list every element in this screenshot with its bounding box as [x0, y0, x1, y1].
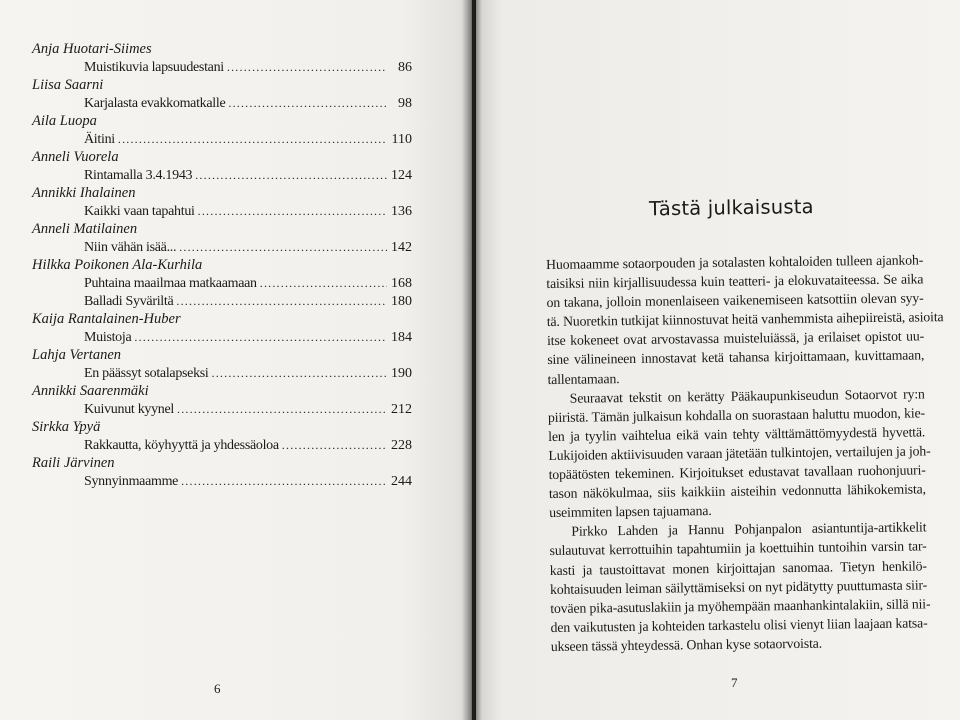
body-paragraph	[549, 518, 931, 656]
toc-entry-title: Rintamalla 3.4.1943	[84, 168, 193, 183]
toc-leader-dots	[134, 328, 387, 347]
text-line: kasti ja taustoittavat monen kirjoittajan sanomaa. Tietyn henkilö-	[549, 557, 927, 578]
toc-entry	[32, 436, 412, 454]
toc-leader-dots	[198, 202, 387, 221]
body-paragraph	[547, 384, 931, 522]
toc-author: Anneli Vuorela	[32, 149, 119, 165]
toc-leader-dots	[260, 274, 387, 293]
toc-author: Kaija Rantalainen-Huber	[32, 311, 181, 327]
toc-author: Aila Luopa	[32, 113, 97, 129]
text-line: itse kokeneet ovat arvostavassa muisteluiässä, ja erilaiset opistot uu-	[546, 328, 925, 349]
toc-entry-page: 168	[391, 276, 412, 291]
toc-leader-dots	[179, 238, 387, 257]
page-number-right: 7	[731, 675, 738, 690]
text-line: tason näkökulmaa, siis kaikkiin aisteihin vedonnutta lähikokemista,	[548, 481, 926, 502]
toc-entry-page: 212	[391, 402, 412, 417]
text-line: taisiksi niin kirjallisuudessa kuin teatteri- ja elokuvataiteessa. Se aika	[546, 271, 924, 292]
toc-entry	[32, 292, 412, 310]
toc-author: Anja Huotari-Siimes	[32, 41, 152, 57]
toc-entry	[32, 364, 412, 382]
toc-entry	[32, 58, 412, 76]
toc-entry-title: Muistoja	[84, 330, 132, 345]
text-line: piiristä. Tämän julkaisun kohdalla on suorastaan haluttu muodon, kie-	[547, 405, 926, 425]
text-line: kohtaisuuden leiman säilyttämiseksi on nyt pidätytty puuttumasta siir-	[549, 576, 928, 597]
toc-entry-page: 244	[391, 474, 412, 489]
toc-entry-page: 98	[398, 96, 412, 111]
toc-entry-title: En päässyt sotalapseksi	[84, 366, 209, 381]
toc-entry-page: 142	[391, 240, 412, 255]
toc-entry	[32, 328, 412, 346]
page-heading: Tästä julkaisusta	[648, 195, 814, 221]
toc-entry-page: 180	[391, 294, 412, 309]
toc-entry	[32, 202, 412, 220]
toc-author: Annikki Saarenmäki	[32, 383, 149, 399]
toc-author: Annikki Ihalainen	[32, 185, 136, 201]
toc-author: Liisa Saarni	[32, 77, 104, 93]
text-line: sulautuvat kerrottuihin tapahtumiin ja koettuihin tuntoihin varsin tar-	[549, 538, 927, 559]
toc-entry-title: Kuivunut kyynel	[84, 402, 174, 417]
toc-leader-dots	[282, 436, 387, 455]
text-line: Lukijoiden aktiivisuuden varaan jätetään tulkintojen, vertailujen ja joh-	[548, 443, 931, 463]
text-line: sine välineineen innostavat ketä tahansa kirjoittamaan, kuvittamaan,	[547, 347, 925, 368]
toc-entry-page: 184	[391, 330, 412, 345]
toc-leader-dots	[212, 364, 387, 383]
text-line: ukseen tässä yhteydessä. Onhan kyse sotaorvoista.	[550, 635, 823, 654]
text-line: Seuraavat tekstit on kerätty Pääkaupunkiseudun Sotaorvot ry:n	[569, 386, 925, 406]
page-number-left: 6	[214, 681, 221, 696]
text-line: len ja tyylin vaihtelua eikä vain tehty välttämättömyydestä hyvettä.	[548, 424, 926, 444]
toc-author: Anneli Matilainen	[32, 221, 138, 237]
toc-leader-dots	[227, 58, 387, 77]
toc-leader-dots	[228, 94, 387, 113]
toc-entry	[32, 274, 412, 292]
text-line: tä. Nuoretkin tutkijat kiinnostuvat heitä vanhemmista aihepiireistä, asioita	[546, 309, 944, 330]
toc-entry	[32, 400, 412, 418]
text-line: Huomaamme sotaorpouden ja sotalasten kohtaloiden tulleen ajankoh-	[546, 252, 924, 272]
toc-leader-dots	[177, 400, 387, 419]
toc-author: Raili Järvinen	[32, 455, 115, 471]
left-page	[0, 0, 472, 720]
toc-entry-page: 124	[391, 168, 412, 183]
toc-leader-dots	[118, 130, 387, 149]
body-text	[546, 250, 944, 656]
text-line: toväen pika-asutuslakiin ja myöhempään maanhankintalakiin, sillä nii-	[550, 596, 931, 616]
toc-entry-title: Synnyinmaamme	[84, 474, 179, 489]
toc-leader-dots	[176, 292, 387, 311]
text-line: tallentamaan.	[547, 370, 620, 387]
text-line: Pirkko Lahden ja Hannu Pohjanpalon asiantuntija-artikkelit	[571, 519, 927, 540]
toc-entry-page: 136	[391, 204, 412, 219]
toc-author: Lahja Vertanen	[32, 347, 122, 363]
toc-entry-page: 228	[391, 438, 412, 453]
table-of-contents	[32, 40, 412, 490]
toc-entry	[32, 238, 412, 256]
toc-entry-title: Kaikki vaan tapahtui	[84, 204, 195, 219]
book-gutter	[462, 0, 476, 720]
toc-entry-title: Muistikuvia lapsuudestani	[84, 60, 224, 75]
toc-entry	[32, 130, 412, 148]
text-line: useimmiten lapsen tajuamana.	[549, 503, 712, 521]
toc-leader-dots	[195, 166, 387, 185]
toc-entry-page: 110	[391, 132, 412, 147]
toc-author: Sirkka Ypyä	[32, 419, 101, 435]
toc-entry-page: 190	[391, 366, 412, 381]
text-line: den vaikutusten ja kohteiden tarkastelu olisi vienyt liian laajaan katsa-	[550, 615, 928, 635]
text-line: on takana, jolloin monenlaiseen vaikenemiseen katsottiin olevan syy-	[546, 290, 924, 311]
toc-entry	[32, 94, 412, 112]
body-paragraph	[546, 250, 944, 388]
toc-entry	[32, 472, 412, 490]
toc-leader-dots	[181, 472, 387, 491]
toc-entry-page: 86	[398, 60, 412, 75]
toc-entry-title: Puhtaina maailmaa matkaamaan	[84, 276, 257, 291]
toc-entry-title: Rakkautta, köyhyyttä ja yhdessäoloa	[84, 438, 279, 453]
toc-entry	[32, 166, 412, 184]
toc-entry-title: Äitini	[84, 132, 115, 147]
toc-entry-title: Karjalasta evakkomatkalle	[84, 96, 226, 111]
text-line: topäätösten tekeminen. Kirjoitukset edustavat tavallaan ruohonjuuri-	[548, 462, 926, 483]
toc-author: Hilkka Poikonen Ala-Kurhila	[32, 257, 203, 273]
toc-entry-title: Niin vähän isää...	[84, 240, 177, 255]
right-page	[472, 0, 960, 720]
toc-entry-title: Balladi Syväriltä	[84, 294, 174, 309]
